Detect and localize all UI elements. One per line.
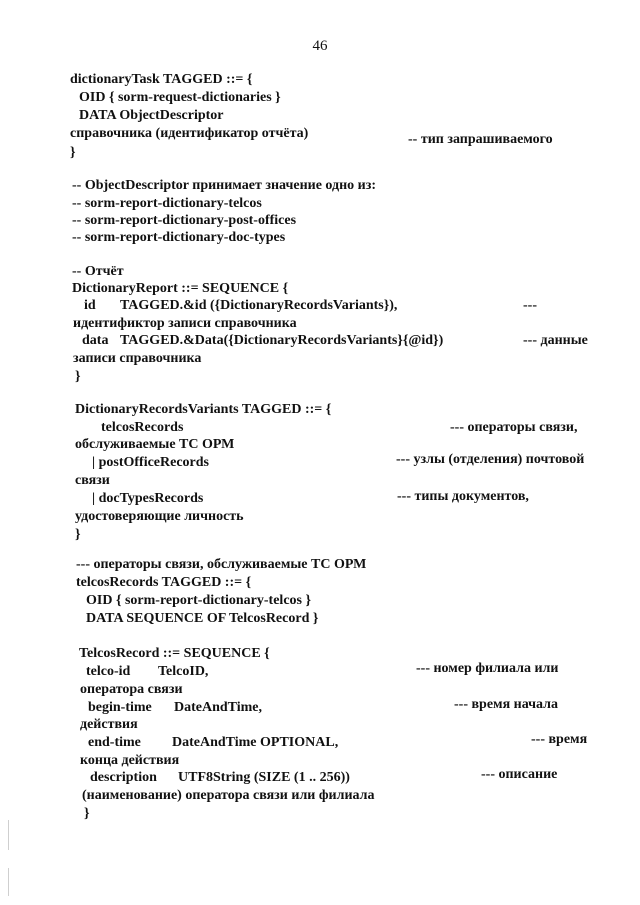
code-comment: -- sorm-report-dictionary-doc-types [72, 230, 286, 245]
code-line: telco-id [86, 664, 131, 679]
code-line: UTF8String (SIZE (1 .. 256)) [178, 770, 350, 785]
code-line: end-time [88, 735, 141, 750]
code-comment: -- ObjectDescriptor принимает значение одно из: [72, 178, 377, 193]
code-comment: -- Отчёт [72, 264, 124, 279]
code-comment: --- операторы связи, обслуживаемые ТС ОРМ [76, 557, 367, 572]
code-line: действия [80, 717, 138, 732]
code-line: конца действия [80, 753, 180, 768]
code-line: DateAndTime OPTIONAL, [172, 735, 339, 750]
code-comment: --- типы документов, [397, 489, 529, 504]
code-line: записи справочника [73, 351, 202, 366]
code-line: справочника (идентификатор отчёта) [70, 126, 309, 141]
code-line: DateAndTime, [174, 700, 263, 715]
code-comment: --- операторы связи, [450, 420, 578, 435]
code-line: OID { sorm-report-dictionary-telcos } [86, 593, 311, 608]
code-comment: -- sorm-report-dictionary-post-offices [72, 213, 297, 228]
code-comment: --- описание [481, 767, 558, 782]
scan-edge-mark [8, 868, 9, 896]
code-comment: -- sorm-report-dictionary-telcos [72, 196, 262, 211]
code-line: TAGGED.&id ({DictionaryRecordsVariants}), [120, 298, 398, 313]
code-line: DictionaryRecordsVariants TAGGED ::= { [75, 402, 332, 417]
code-line: } [75, 527, 81, 542]
code-comment: --- узлы (отделения) почтовой [396, 452, 585, 467]
code-line: } [70, 145, 76, 160]
code-comment: --- номер филиала или [416, 661, 559, 676]
code-line: id [84, 298, 96, 313]
code-line: dictionaryTask TAGGED ::= { [70, 72, 253, 87]
code-line: оператора связи [80, 682, 183, 697]
page-number: 46 [312, 38, 328, 54]
code-line: TAGGED.&Data({DictionaryRecordsVariants}{@id}) [120, 333, 444, 348]
code-line: telcosRecords [101, 420, 184, 435]
code-comment: -- тип запрашиваемого [408, 132, 553, 147]
code-comment: --- время [531, 732, 588, 747]
code-line: data [82, 333, 109, 348]
code-line: DATA ObjectDescriptor [79, 108, 224, 123]
code-line: TelcoID, [158, 664, 209, 679]
code-line: } [84, 806, 90, 821]
code-line: TelcosRecord ::= SEQUENCE { [79, 646, 270, 661]
code-line: идентификтор записи справочника [73, 316, 297, 331]
code-comment: --- данные [523, 333, 588, 348]
code-line: DictionaryReport ::= SEQUENCE { [72, 281, 289, 296]
code-line: OID { sorm-request-dictionaries } [79, 90, 281, 105]
code-line: telcosRecords TAGGED ::= { [76, 575, 252, 590]
scan-edge-mark [8, 820, 9, 850]
code-line: обслуживаемые ТС ОРМ [75, 437, 235, 452]
code-line: | docTypesRecords [92, 491, 204, 506]
code-line: } [75, 369, 81, 384]
code-line: удостоверяющие личность [75, 509, 244, 524]
code-line: description [90, 770, 157, 785]
code-line: (наименование) оператора связи или филиала [82, 788, 375, 803]
code-line: | postOfficeRecords [92, 455, 209, 470]
code-line: DATA SEQUENCE OF TelcosRecord } [86, 611, 319, 626]
code-line: связи [75, 473, 110, 488]
code-comment: --- время начала [454, 697, 559, 712]
code-line: begin-time [88, 700, 152, 715]
code-comment: --- [523, 298, 537, 313]
